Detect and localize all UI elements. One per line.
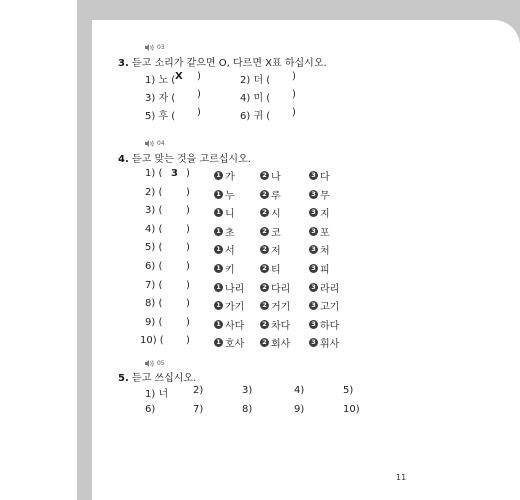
- choice-option[interactable]: [214, 205, 235, 220]
- row-label: 9) (: [145, 317, 163, 328]
- item-close: ): [292, 107, 296, 118]
- item-close: ): [292, 71, 296, 82]
- row-label: 6) (: [145, 261, 163, 272]
- item-close: ): [292, 89, 296, 100]
- row-close: ): [186, 187, 190, 198]
- question-text: 듣고 소리가 같으면 O, 다르면 X표 하십시오.: [131, 58, 327, 69]
- number-circle-icon: 1: [214, 283, 223, 292]
- item-close: ): [197, 71, 201, 82]
- option-text: 포: [320, 228, 330, 239]
- question-title: [118, 369, 196, 384]
- choice-option[interactable]: [260, 317, 290, 332]
- question-number: 3.: [118, 58, 129, 69]
- number-circle-icon: 2: [260, 171, 269, 180]
- number-circle-icon: 3: [309, 190, 318, 199]
- speaker-icon: [145, 140, 154, 147]
- track-number: 05: [157, 360, 165, 367]
- choice-option[interactable]: [214, 317, 244, 332]
- option-text: 라리: [320, 284, 340, 295]
- dictation-item[interactable]: 5): [343, 385, 354, 396]
- number-circle-icon: 2: [260, 245, 269, 254]
- row-label: 10) (: [140, 335, 164, 346]
- dictation-item[interactable]: 9): [294, 404, 305, 415]
- row-label: 7) (: [145, 280, 163, 291]
- answer-mark: X: [175, 71, 183, 82]
- question-number: 4.: [118, 154, 129, 165]
- item-close: ): [197, 89, 201, 100]
- question-title: [118, 54, 327, 69]
- choice-option[interactable]: [214, 335, 244, 350]
- dictation-item[interactable]: 4): [294, 385, 305, 396]
- option-text: 서: [225, 246, 235, 257]
- number-circle-icon: 1: [214, 245, 223, 254]
- option-text: 차다: [271, 321, 291, 332]
- option-text: 처: [320, 246, 330, 257]
- row-close: ): [186, 317, 190, 328]
- option-text: 호사: [225, 339, 245, 350]
- choice-option[interactable]: [214, 261, 235, 276]
- number-circle-icon: 3: [309, 283, 318, 292]
- choice-option[interactable]: [260, 205, 281, 220]
- number-circle-icon: 3: [309, 338, 318, 347]
- audio-track-5[interactable]: [145, 360, 165, 367]
- option-text: 초: [225, 228, 235, 239]
- row-close: ): [186, 280, 190, 291]
- item-label: 5) 후 (: [145, 111, 176, 122]
- choice-option[interactable]: [309, 205, 330, 220]
- row-close: ): [186, 168, 190, 179]
- choice-option[interactable]: [309, 168, 330, 183]
- speaker-icon: [145, 360, 154, 367]
- option-text: 코: [271, 228, 281, 239]
- row-label: 5) (: [145, 242, 163, 253]
- row-close: ): [186, 335, 190, 346]
- item-label: 4) 미 (: [240, 93, 271, 104]
- row-close: ): [186, 242, 190, 253]
- item-label: 3) 자 (: [145, 93, 176, 104]
- option-text: 하다: [320, 321, 340, 332]
- option-text: 저: [271, 246, 281, 257]
- number-circle-icon: 1: [214, 190, 223, 199]
- option-text: 지: [320, 209, 330, 220]
- page-number: 11: [396, 473, 407, 482]
- choice-option[interactable]: [309, 298, 339, 313]
- option-text: 거기: [271, 302, 291, 313]
- choice-option[interactable]: [214, 187, 235, 202]
- choice-option[interactable]: [309, 261, 330, 276]
- choice-option[interactable]: [309, 335, 339, 350]
- track-number: 04: [157, 140, 165, 147]
- item-label: 6) 귀 (: [240, 111, 271, 122]
- choice-option[interactable]: [260, 298, 290, 313]
- dictation-item[interactable]: 6): [145, 404, 156, 415]
- option-text: 루: [271, 191, 281, 202]
- dictation-item[interactable]: 7): [193, 404, 204, 415]
- number-circle-icon: 1: [214, 171, 223, 180]
- choice-option[interactable]: [214, 280, 244, 295]
- option-text: 다: [320, 172, 330, 183]
- choice-option[interactable]: [309, 242, 330, 257]
- option-text: 티: [271, 265, 281, 276]
- number-circle-icon: 2: [260, 264, 269, 273]
- number-circle-icon: 3: [309, 301, 318, 310]
- option-text: 고기: [320, 302, 340, 313]
- track-number: 03: [157, 44, 165, 51]
- choice-option[interactable]: [309, 187, 330, 202]
- row-label: 8) (: [145, 298, 163, 309]
- row-label: 1) (: [145, 168, 163, 179]
- row-close: ): [186, 205, 190, 216]
- number-circle-icon: 3: [309, 320, 318, 329]
- option-text: 무: [320, 191, 330, 202]
- question-title: [118, 150, 251, 165]
- choice-option[interactable]: [309, 224, 330, 239]
- option-text: 피: [320, 265, 330, 276]
- number-circle-icon: 1: [214, 208, 223, 217]
- number-circle-icon: 2: [260, 338, 269, 347]
- dictation-item[interactable]: 8): [242, 404, 253, 415]
- question-number: 5.: [118, 373, 129, 384]
- option-text: 키: [225, 265, 235, 276]
- number-circle-icon: 2: [260, 301, 269, 310]
- option-text: 누: [225, 191, 235, 202]
- choice-option[interactable]: [260, 261, 281, 276]
- dictation-item[interactable]: 2): [193, 385, 204, 396]
- option-text: 휘사: [320, 339, 340, 350]
- audio-track-3[interactable]: [145, 44, 165, 51]
- option-text: 가: [225, 172, 235, 183]
- choice-option[interactable]: [309, 317, 339, 332]
- answer-mark: 3: [171, 168, 178, 179]
- row-label: 2) (: [145, 187, 163, 198]
- item-label: 2) 더 (: [240, 75, 271, 86]
- option-text: 사다: [225, 321, 245, 332]
- dictation-item[interactable]: 1) 너: [145, 389, 169, 400]
- number-circle-icon: 3: [309, 227, 318, 236]
- item-close: ): [197, 107, 201, 118]
- number-circle-icon: 2: [260, 283, 269, 292]
- number-circle-icon: 2: [260, 227, 269, 236]
- number-circle-icon: 2: [260, 320, 269, 329]
- row-label: 3) (: [145, 205, 163, 216]
- number-circle-icon: 3: [309, 208, 318, 217]
- choice-option[interactable]: [309, 280, 339, 295]
- number-circle-icon: 1: [214, 227, 223, 236]
- option-text: 나: [271, 172, 281, 183]
- row-close: ): [186, 261, 190, 272]
- number-circle-icon: 1: [214, 264, 223, 273]
- option-text: 니: [225, 209, 235, 220]
- number-circle-icon: 2: [260, 190, 269, 199]
- choice-option[interactable]: [260, 224, 281, 239]
- number-circle-icon: 3: [309, 245, 318, 254]
- dictation-item[interactable]: 10): [343, 404, 360, 415]
- choice-option[interactable]: [214, 242, 235, 257]
- choice-option[interactable]: [260, 187, 281, 202]
- choice-option[interactable]: [214, 224, 235, 239]
- question-text: 듣고 맞는 것을 고르십시오.: [131, 154, 251, 165]
- number-circle-icon: 1: [214, 338, 223, 347]
- choice-option[interactable]: [214, 168, 235, 183]
- number-circle-icon: 2: [260, 208, 269, 217]
- choice-option[interactable]: [214, 298, 244, 313]
- dictation-item[interactable]: 3): [242, 385, 253, 396]
- option-text: 가기: [225, 302, 245, 313]
- row-label: 4) (: [145, 224, 163, 235]
- question-text: 듣고 쓰십시오.: [131, 373, 197, 384]
- option-text: 나리: [225, 284, 245, 295]
- row-close: ): [186, 224, 190, 235]
- option-text: 회사: [271, 339, 291, 350]
- speaker-icon: [145, 44, 154, 51]
- choice-option[interactable]: [260, 280, 290, 295]
- choice-option[interactable]: [260, 168, 281, 183]
- number-circle-icon: 1: [214, 301, 223, 310]
- choice-option[interactable]: [260, 242, 281, 257]
- number-circle-icon: 1: [214, 320, 223, 329]
- row-close: ): [186, 298, 190, 309]
- option-text: 다리: [271, 284, 291, 295]
- item-label: 1) 노 (: [145, 75, 176, 86]
- option-text: 시: [271, 209, 281, 220]
- choice-option[interactable]: [260, 335, 290, 350]
- audio-track-4[interactable]: [145, 140, 165, 147]
- number-circle-icon: 3: [309, 264, 318, 273]
- number-circle-icon: 3: [309, 171, 318, 180]
